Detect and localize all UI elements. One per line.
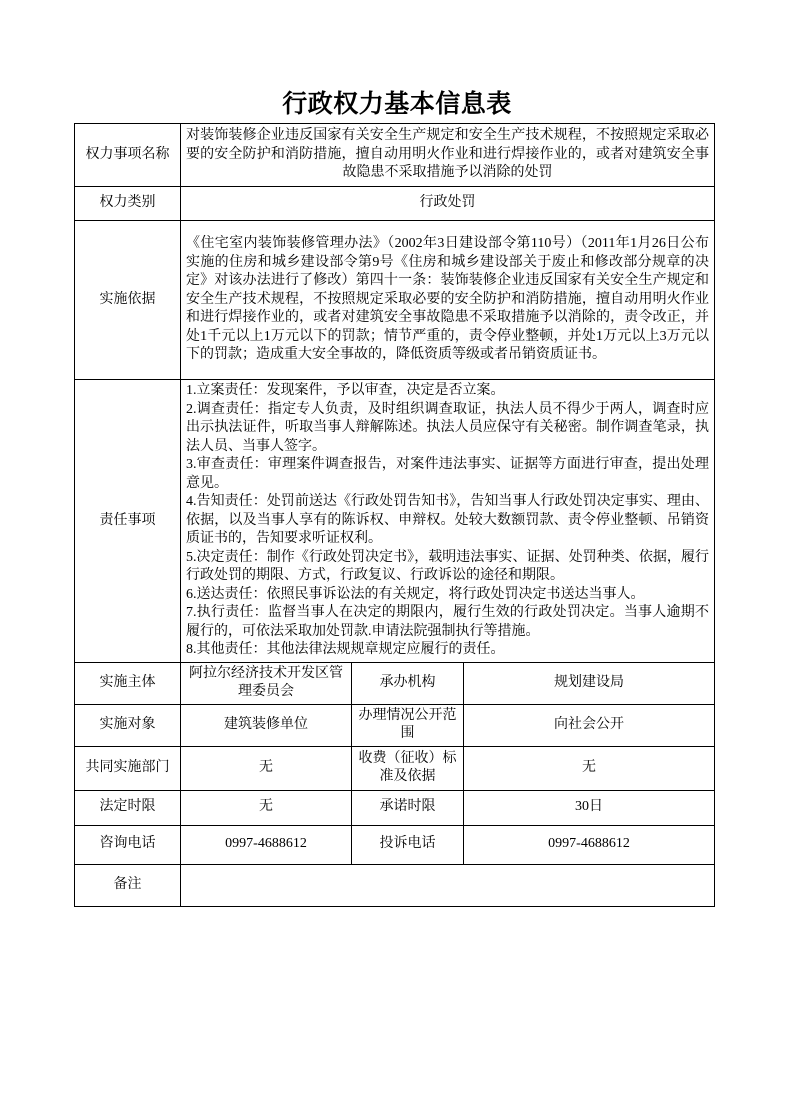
label-complaint-phone: 投诉电话 — [352, 825, 464, 864]
table-row — [75, 864, 715, 906]
responsibility-item: 6.送达责任：依照民事诉讼法的有关规定，将行政处罚决定书送达当事人。 — [186, 586, 645, 602]
value-implementing-body: 阿拉尔经济技术开发区管理委员会 — [181, 662, 352, 704]
value-responsibility-items — [181, 380, 715, 663]
table-row — [75, 790, 715, 825]
label-undertaking-agency: 承办机构 — [352, 662, 464, 704]
table-row — [75, 704, 715, 746]
label-implementation-target: 实施对象 — [75, 704, 181, 746]
value-remarks — [181, 864, 715, 906]
value-fee-standard: 无 — [464, 746, 715, 790]
label-responsibility-items: 责任事项 — [75, 380, 181, 663]
table-row — [75, 825, 715, 864]
table-row — [75, 746, 715, 790]
value-power-item-name: 对装饰装修企业违反国家有关安全生产规定和安全生产技术规程，不按照规定采取必要的安全防护和消防措施，擅自动用明火作业和进行焊接作业的，或者对建筑安全事故隐患不采取措施予以消除的处罚 — [181, 124, 715, 187]
label-remarks: 备注 — [75, 864, 181, 906]
value-joint-departments: 无 — [181, 746, 352, 790]
label-promised-time-limit: 承诺时限 — [352, 790, 464, 825]
value-implementation-basis: 《住宅室内装饰装修管理办法》（2002年3日建设部令第110号）（2011年1月26日公布实施的住房和城乡建设部令第9号《住房和城乡建设部关于废止和修改部分规章的决定》对该办法进行了修改）第四十一条：装饰装修企业违反国家有关安全生产规定和安全生产技术规程，不按照规定采取必要的安全防护和消防措施，擅自动用明火作业和进行焊接作业的，或者对建筑安全事故隐患不采取措施予以消除的，责令改正，并处1千元以上1万元以下的罚款；情节严重的，责令停业整顿，并处1万元以上3万元以下的罚款；造成重大安全事故的，降低资质等级或者吊销资质证书。 — [181, 221, 715, 380]
value-disclosure-scope: 向社会公开 — [464, 704, 715, 746]
label-fee-standard: 收费（征收）标准及依据 — [352, 746, 464, 790]
responsibility-item: 8.其他责任：其他法律法规规章规定应履行的责任。 — [186, 642, 505, 657]
value-promised-time-limit: 30日 — [464, 790, 715, 825]
label-power-category: 权力类别 — [75, 187, 181, 221]
label-implementation-basis: 实施依据 — [75, 221, 181, 380]
value-undertaking-agency: 规划建设局 — [464, 662, 715, 704]
value-complaint-phone: 0997-4688612 — [464, 825, 715, 864]
label-joint-departments: 共同实施部门 — [75, 746, 181, 790]
info-table — [74, 123, 715, 907]
value-statutory-time-limit: 无 — [181, 790, 352, 825]
responsibility-item: 3.审查责任：审理案件调查报告，对案件违法事实、证据等方面进行审查，提出处理意见。 — [186, 457, 709, 491]
label-disclosure-scope: 办理情况公开范围 — [352, 704, 464, 746]
value-consultation-phone: 0997-4688612 — [181, 825, 352, 864]
label-consultation-phone: 咨询电话 — [75, 825, 181, 864]
table-row — [75, 187, 715, 221]
responsibility-item: 1.立案责任：发现案件，予以审查，决定是否立案。 — [186, 383, 505, 398]
responsibility-item: 4.告知责任：处罚前送达《行政处罚告知书》，告知当事人行政处罚决定事实、理由、依据，以及当事人享有的陈诉权、申辩权。处较大数额罚款、责令停业整顿、吊销资质证书的，告知要求听证权利。 — [186, 494, 709, 546]
label-power-item-name: 权力事项名称 — [75, 124, 181, 187]
value-power-category: 行政处罚 — [181, 187, 715, 221]
responsibility-item: 7.执行责任：监督当事人在决定的期限内，履行生效的行政处罚决定。当事人逾期不履行的，可依法采取加处罚款.申请法院强制执行等措施。 — [186, 605, 709, 639]
table-row — [75, 380, 715, 663]
responsibility-item: 2.调查责任：指定专人负责，及时组织调查取证，执法人员不得少于两人，调查时应出示执法证件，听取当事人辩解陈述。执法人员应保守有关秘密。制作调查笔录，执法人员、当事人签字。 — [186, 401, 709, 454]
label-implementing-body: 实施主体 — [75, 662, 181, 704]
table-row — [75, 221, 715, 380]
value-implementation-target: 建筑装修单位 — [181, 704, 352, 746]
table-row — [75, 662, 715, 704]
responsibility-item: 5.决定责任：制作《行政处罚决定书》，载明违法事实、证据、处罚种类、依据，履行行政处罚的期限、方式，行政复议、行政诉讼的途径和期限。 — [186, 549, 709, 583]
page-title: 行政权力基本信息表 — [282, 91, 512, 118]
table-row — [75, 124, 715, 187]
label-statutory-time-limit: 法定时限 — [75, 790, 181, 825]
